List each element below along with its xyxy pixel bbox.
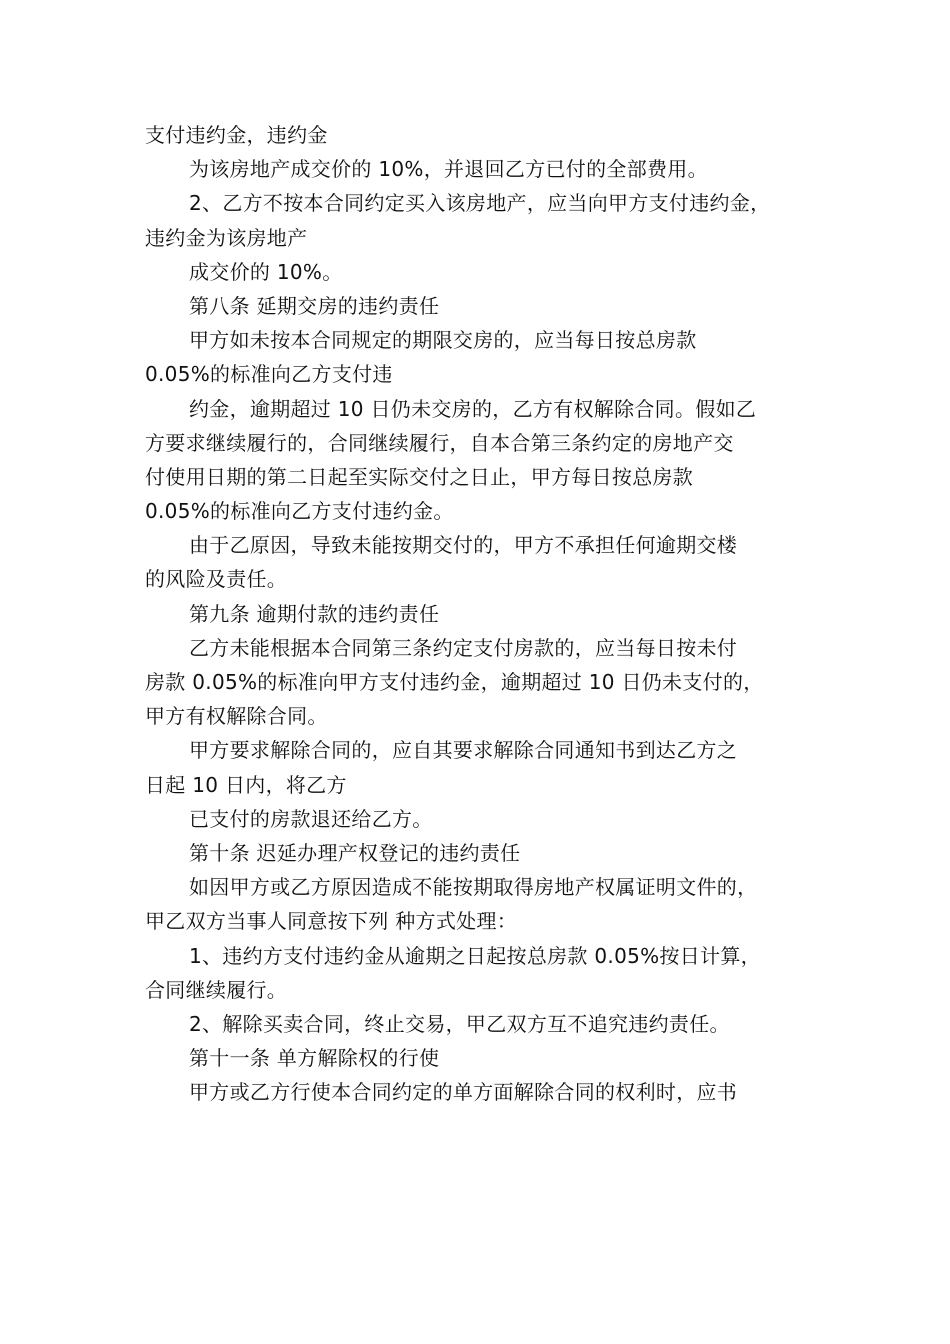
text-line: 甲方要求解除合同的，应自其要求解除合同通知书到达乙方之 bbox=[189, 738, 738, 763]
text-line: 方要求继续履行的，合同继续履行，自本合第三条约定的房地产交 bbox=[145, 430, 734, 455]
text-line: 由于乙原因，导致未能按期交付的，甲方不承担任何逾期交楼 bbox=[189, 533, 738, 558]
text-line: 约金，逾期超过 10 日仍未交房的，乙方有权解除合同。假如乙 bbox=[189, 396, 757, 421]
text-line: 合同继续履行。 bbox=[145, 977, 288, 1002]
text-line: 1、违约方支付违约金从逾期之日起按总房款 0.05%按日计算， bbox=[189, 943, 761, 968]
text-line: 成交价的 10%。 bbox=[189, 259, 343, 284]
text-line: 0.05%的标准向乙方支付违约金。 bbox=[145, 499, 454, 524]
text-line: 已支付的房款退还给乙方。 bbox=[189, 806, 433, 831]
text-line: 违约金为该房地产 bbox=[145, 225, 308, 250]
text-line: 房款 0.05%的标准向甲方支付违约金，逾期超过 10 日仍未支付的， bbox=[145, 670, 764, 694]
text-line: 2、解除买卖合同，终止交易，甲乙双方互不追究违约责任。 bbox=[189, 1011, 730, 1036]
text-line: 甲方如未按本合同规定的期限交房的，应当每日按总房款 bbox=[189, 328, 697, 353]
text-line: 日起 10 日内，将乙方 bbox=[145, 772, 347, 797]
text-line: 乙方未能根据本合同第三条约定支付房款的，应当每日按未付 bbox=[189, 635, 738, 660]
text-line: 付使用日期的第二日起至实际交付之日止，甲方每日按总房款 bbox=[145, 464, 694, 489]
text-line: 2、乙方不按本合同约定买入该房地产，应当向甲方支付违约金， bbox=[189, 191, 771, 216]
document-body bbox=[145, 118, 817, 1109]
text-line: 的风险及责任。 bbox=[145, 567, 288, 592]
text-line: 0.05%的标准向乙方支付违 bbox=[145, 362, 393, 387]
text-line: 第九条 逾期付款的违约责任 bbox=[189, 601, 440, 626]
text-line: 第十一条 单方解除权的行使 bbox=[189, 1046, 440, 1071]
text-line: 如因甲方或乙方原因造成不能按期取得房地产权属证明文件的， bbox=[189, 875, 758, 900]
text-line: 甲方或乙方行使本合同约定的单方面解除合同的权利时，应书 bbox=[189, 1080, 738, 1105]
text-line: 第十条 迟延办理产权登记的违约责任 bbox=[189, 840, 521, 865]
text-line: 甲乙双方当事人同意按下列 种方式处理： bbox=[145, 909, 518, 934]
text-line: 甲方有权解除合同。 bbox=[145, 704, 328, 729]
text-line: 为该房地产成交价的 10%，并退回乙方已付的全部费用。 bbox=[189, 157, 708, 182]
text-line: 第八条 延期交房的违约责任 bbox=[189, 293, 440, 318]
text-line: 支付违约金，违约金 bbox=[145, 123, 328, 147]
